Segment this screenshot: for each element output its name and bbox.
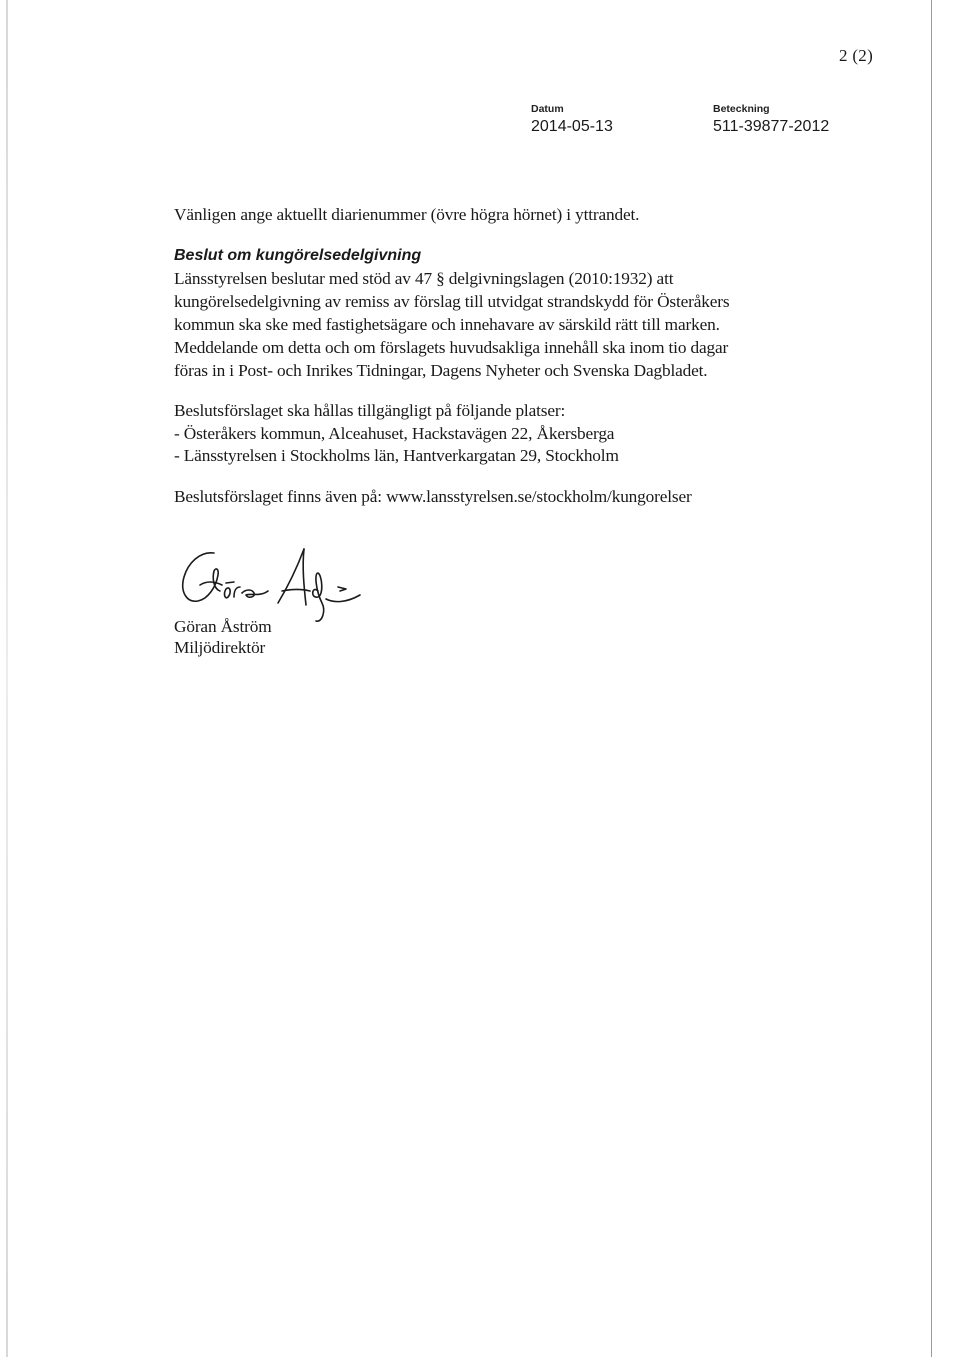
availability-line-3: - Länsstyrelsen i Stockholms län, Hantverkargatan 29, Stockholm [174,446,619,465]
beteckning-value: 511-39877-2012 [713,118,830,135]
intro-text: Vänligen ange aktuellt diarienummer (övre högra hörnet) i yttrandet. [174,205,640,224]
scan-edge-right [931,0,932,1357]
decision-line-5: föras in i Post- och Inrikes Tidningar, Dagens Nyheter och Svenska Dagbladet. [174,361,708,380]
decision-line-1: Länsstyrelsen beslutar med stöd av 47 § delgivningslagen (2010:1932) att [174,269,674,288]
signatory-name: Göran Åström [174,617,272,636]
decision-line-4: Meddelande om detta och om förslagets huvudsakliga innehåll ska inom tio dagar [174,338,729,357]
signatory-title: Miljödirektör [174,638,266,657]
decision-heading: Beslut om kungörelsedelgivning [174,247,422,264]
scan-edge-left [6,0,8,1357]
datum-label: Datum [531,103,564,115]
availability-line-1: Beslutsförslaget ska hållas tillgängligt på följande platser: [174,401,566,420]
decision-line-2: kungörelsedelgivning av remiss av förslag till utvidgat strandskydd för Österåkers [174,292,730,311]
page-number: 2 (2) [839,46,874,65]
online-text: Beslutsförslaget finns även på: www.lansstyrelsen.se/stockholm/kungorelser [174,487,692,506]
datum-value: 2014-05-13 [531,118,613,135]
decision-line-3: kommun ska ske med fastighetsägare och innehavare av särskild rätt till marken. [174,315,720,334]
beteckning-label: Beteckning [713,103,770,115]
availability-line-2: - Österåkers kommun, Alceahuset, Hackstavägen 22, Åkersberga [174,424,615,443]
